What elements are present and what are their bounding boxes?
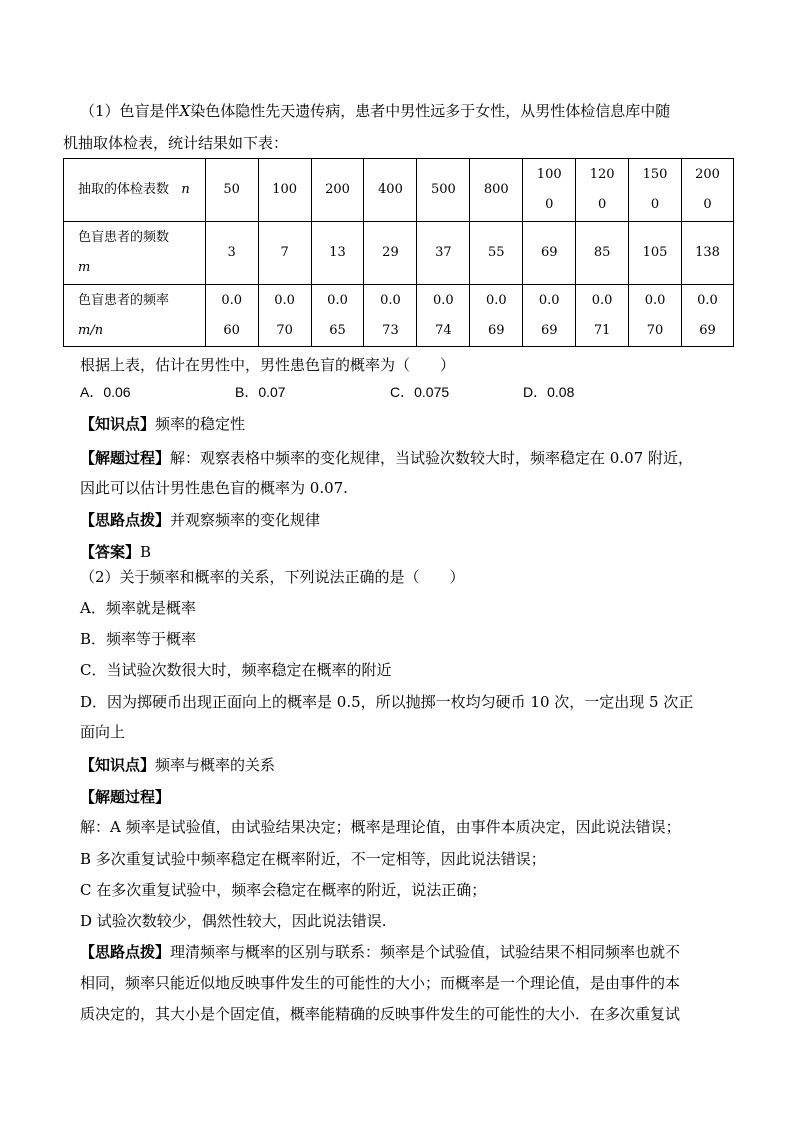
count-value-wrap: 0 xyxy=(545,197,554,212)
rate-value: 0.0 xyxy=(221,292,243,308)
process-text: 解：观察表格中频率的变化规律，当试验次数较大时，频率稳定在 0.07 附近， xyxy=(170,449,693,467)
rate-cell xyxy=(523,285,576,347)
rate-cell xyxy=(470,285,523,347)
count-value: 100 xyxy=(536,167,562,182)
frequency-cell: 29 xyxy=(364,222,417,285)
q2-option-d-line2: 面向上 xyxy=(80,723,126,741)
q2-option-c: C．当试验次数很大时，频率稳定在概率的附近 xyxy=(80,661,392,679)
rate-value: 0.0 xyxy=(538,292,560,308)
frequency-cell: 7 xyxy=(258,222,311,285)
rate-value: 0.0 xyxy=(327,292,348,308)
frequency-cell: 85 xyxy=(576,222,629,285)
rate-value-wrap: 69 xyxy=(540,322,558,338)
q2-solution-line: 解：A 频率是试验值，由试验结果决定；概率是理论值，由事件本质决定，因此说法错误； xyxy=(80,818,681,836)
rate-value-wrap: 73 xyxy=(382,322,399,338)
process-label: 【解题过程】 xyxy=(80,449,171,467)
q1-option-d: D．0.08 xyxy=(523,384,575,400)
q2-option-b: B．频率等于概率 xyxy=(80,630,197,648)
q1-answer-line xyxy=(80,542,151,562)
rate-value: 0.0 xyxy=(274,292,295,308)
count-value: 50 xyxy=(223,182,240,197)
hint-label: 【思路点拨】 xyxy=(80,511,171,529)
rate-value-wrap: 69 xyxy=(488,322,505,338)
frequency-cell: 55 xyxy=(470,222,523,285)
count-value: 200 xyxy=(695,167,720,182)
q1-options xyxy=(80,382,640,402)
q1-process-line1 xyxy=(80,448,693,468)
rate-cell xyxy=(258,285,311,347)
rate-value: 0.0 xyxy=(485,292,507,308)
rate-value-wrap: 65 xyxy=(329,322,346,338)
count-cell xyxy=(682,159,734,222)
q2-hint-line1 xyxy=(80,942,680,962)
count-value: 400 xyxy=(378,182,403,197)
q1-option-a: A．0.06 xyxy=(80,384,131,400)
q2-hint-line: 相同，频率只能近似地反映事件发生的可能性的大小；而概率是一个理论值，是由事件的本 xyxy=(80,974,681,992)
count-cell xyxy=(311,159,364,222)
row-label-frequency-count xyxy=(64,222,206,285)
knowledge-text: 频率的稳定性 xyxy=(155,415,246,433)
q1-intro-text: （1）色盲是伴 xyxy=(80,102,180,120)
count-value: 120 xyxy=(589,167,615,182)
count-cell xyxy=(364,159,417,222)
statistics-table xyxy=(63,158,734,347)
rate-value-wrap: 71 xyxy=(593,322,611,338)
rate-cell xyxy=(682,285,734,347)
rate-cell xyxy=(364,285,417,347)
q2-option-a: A．频率就是概率 xyxy=(80,599,196,617)
count-cell xyxy=(523,159,576,222)
q1-question: 根据上表，估计在男性中，男性患色盲的概率为（ ） xyxy=(80,356,456,374)
row-label-rate xyxy=(64,285,206,347)
rate-value: 0.0 xyxy=(697,292,718,308)
hint-text: 理清频率与概率的区别与联系：频率是个试验值，试验结果不相同频率也就不 xyxy=(170,943,681,961)
q1-option-b: B．0.07 xyxy=(235,384,286,400)
rate-value-wrap: 70 xyxy=(646,322,664,338)
q2-hint-line: 质决定的，其大小是个固定值，概率能精确的反映事件发生的可能性的大小．在多次重复试 xyxy=(80,1005,681,1023)
count-cell xyxy=(629,159,682,222)
count-value: 800 xyxy=(483,182,509,197)
row-label-var: n xyxy=(181,182,190,197)
hint-text: 并观察频率的变化规律 xyxy=(170,511,321,529)
count-cell xyxy=(470,159,523,222)
row-label-text: 色盲患者的频率 xyxy=(78,292,170,308)
rate-value-wrap: 74 xyxy=(435,322,452,338)
q2-question: （2）关于频率和概率的关系，下列说法正确的是（ ） xyxy=(80,568,465,586)
rate-value-wrap: 60 xyxy=(223,322,240,338)
count-value: 150 xyxy=(642,167,668,182)
count-cell xyxy=(258,159,311,222)
count-value-wrap: 0 xyxy=(650,197,660,212)
q2-solution-line: D 试验次数较少，偶然性较大，因此说法错误. xyxy=(80,912,387,930)
answer-label: 【答案】 xyxy=(80,543,141,561)
hint-label: 【思路点拨】 xyxy=(80,943,171,961)
q2-solution-line: B 多次重复试验中频率稳定在概率附近，不一定相等，因此说法错误； xyxy=(80,850,546,868)
q1-intro-line2: 机抽取体检表，统计结果如下表： xyxy=(63,134,289,152)
table-row xyxy=(64,222,734,285)
count-cell xyxy=(576,159,629,222)
answer-text: B xyxy=(140,543,152,561)
knowledge-label: 【知识点】 xyxy=(80,756,156,774)
frequency-cell: 3 xyxy=(205,222,258,285)
q2-process-label: 【解题过程】 xyxy=(80,788,171,806)
count-value-wrap: 0 xyxy=(597,197,607,212)
count-value: 200 xyxy=(325,182,350,197)
knowledge-text: 频率与概率的关系 xyxy=(155,756,276,774)
q2-knowledge-line xyxy=(80,755,275,775)
row-label-sample-count xyxy=(64,159,206,222)
row-label-var: m xyxy=(78,260,91,275)
q1-process-line2: 因此可以估计男性患色盲的概率为 0.07. xyxy=(80,479,348,497)
rate-value-wrap: 69 xyxy=(699,322,716,338)
count-value: 500 xyxy=(430,182,456,197)
q1-option-c: C．0.075 xyxy=(390,384,450,400)
q1-intro-variable: X xyxy=(179,102,191,120)
q1-hint-line xyxy=(80,510,320,530)
rate-value: 0.0 xyxy=(644,292,666,308)
q1-knowledge-line xyxy=(80,414,245,434)
table-row xyxy=(64,159,734,222)
frequency-cell: 105 xyxy=(629,222,682,285)
row-label-var: m/n xyxy=(78,322,104,338)
rate-value: 0.0 xyxy=(433,292,454,308)
rate-cell xyxy=(576,285,629,347)
frequency-cell: 138 xyxy=(682,222,734,285)
count-cell xyxy=(417,159,470,222)
row-label-text: 抽取的体检表数 xyxy=(78,182,170,197)
rate-value: 0.0 xyxy=(591,292,613,308)
rate-cell xyxy=(205,285,258,347)
rate-cell xyxy=(311,285,364,347)
rate-value: 0.0 xyxy=(380,292,401,308)
rate-cell xyxy=(629,285,682,347)
q1-intro-text-cont: 染色体隐性先天遗传病，患者中男性远多于女性，从男性体检信息库中随 xyxy=(190,102,671,120)
table-row xyxy=(64,285,734,347)
q2-option-d-line1: D．因为掷硬币出现正面向上的概率是 0.5，所以抛掷一枚均匀硬币 10 次，一定出现 5 次正 xyxy=(80,693,694,711)
frequency-cell: 69 xyxy=(523,222,576,285)
row-label-text: 色盲患者的频数 xyxy=(78,230,170,245)
count-cell xyxy=(205,159,258,222)
q2-solution-line: C 在多次重复试验中，频率会稳定在概率的附近，说法正确； xyxy=(80,881,487,899)
q1-intro-line1 xyxy=(80,101,670,121)
count-value: 100 xyxy=(272,182,298,197)
rate-value-wrap: 70 xyxy=(276,322,293,338)
rate-cell xyxy=(417,285,470,347)
count-value-wrap: 0 xyxy=(703,197,712,212)
frequency-cell: 37 xyxy=(417,222,470,285)
frequency-cell: 13 xyxy=(311,222,364,285)
knowledge-label: 【知识点】 xyxy=(80,415,156,433)
